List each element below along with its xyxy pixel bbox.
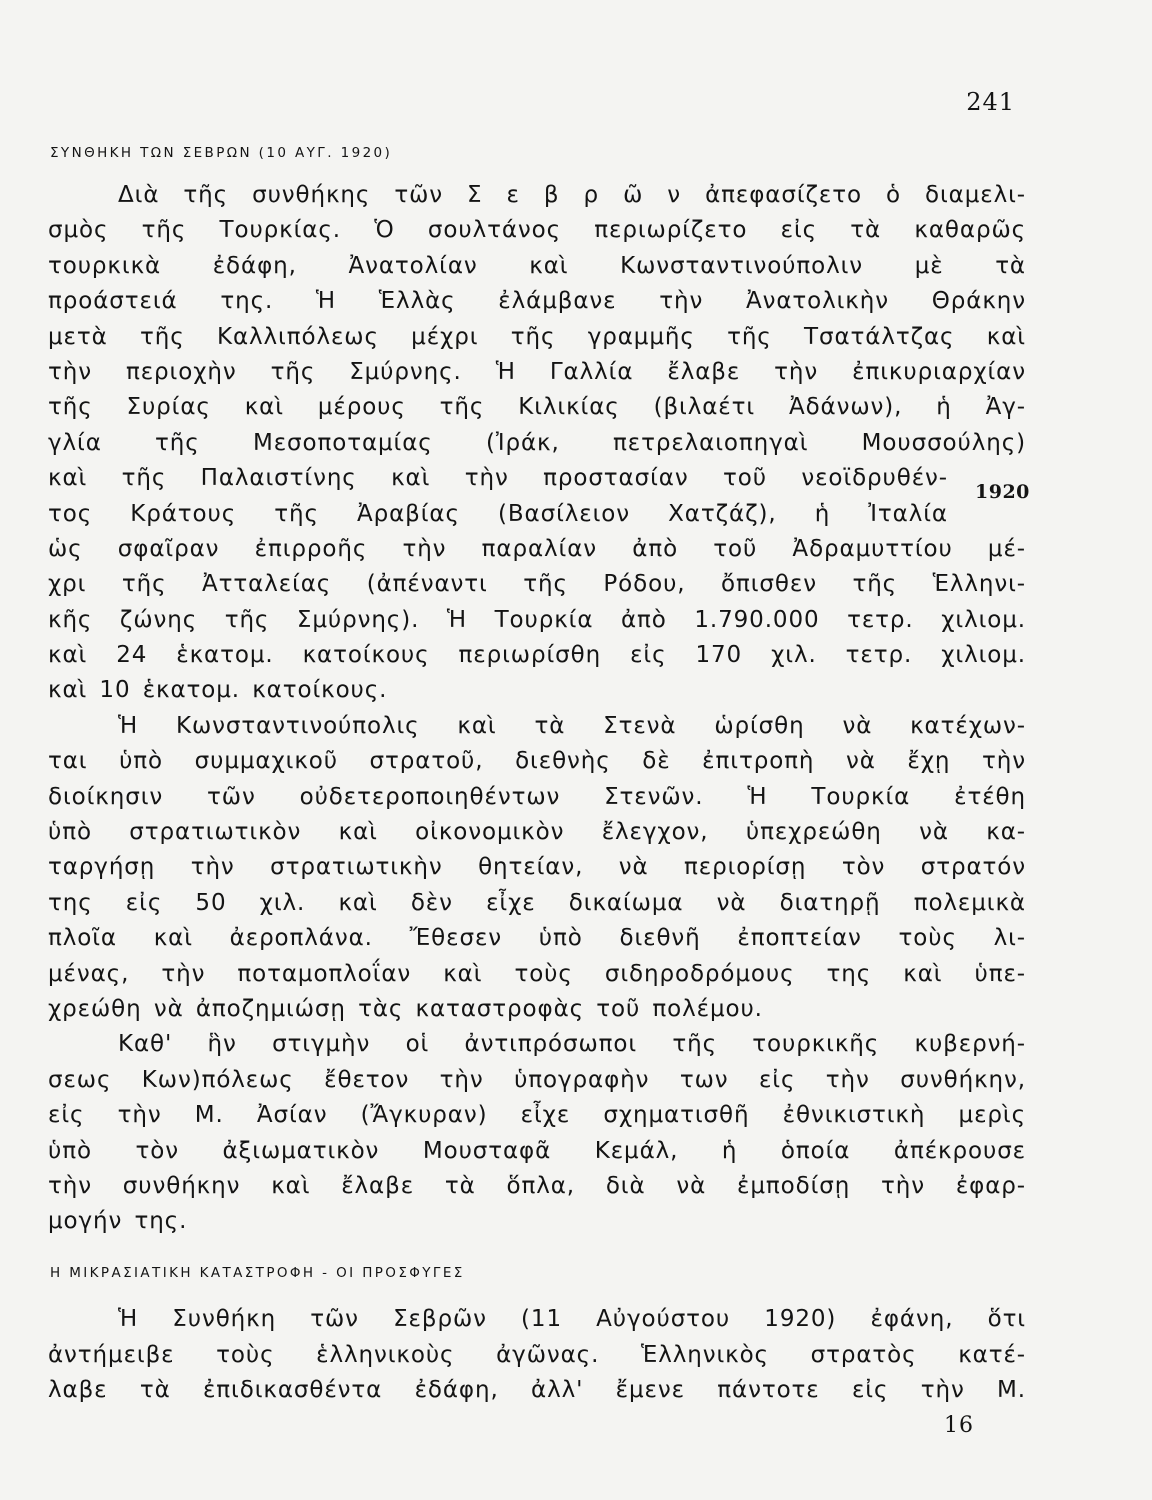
text-line: σμὸς τῆς Τουρκίας. Ὁ σουλτάνος περιωρίζετο εἰς τὰ καθαρῶς — [48, 217, 1026, 244]
second-text-block — [48, 1302, 1026, 1409]
section-heading-asia-minor-catastrophe: Η ΜΙΚΡΑΣΙΑΤΙΚΗ ΚΑΤΑΣΤΡΟΦΗ - ΟΙ ΠΡΟΣΦΥΓΕΣ — [50, 1265, 465, 1281]
text-line: Ἡ Συνθήκη τῶν Σεβρῶν (11 Αὐγούστου 1920) ἐφάνη, ὅτι — [118, 1306, 1026, 1332]
text-line: τὴν συνθήκην καὶ ἔλαβε τὰ ὅπλα, διὰ νὰ ἐμποδίσῃ τὴν ἐφαρ- — [48, 1172, 1026, 1199]
text-line: της εἰς 50 χιλ. καὶ δὲν εἶχε δικαίωμα νὰ διατηρῇ πολεμικὰ — [48, 889, 1026, 916]
text-line: χρεώθη νὰ ἀποζημιώσῃ τὰς καταστροφὰς τοῦ πολέμου. — [48, 995, 763, 1022]
text-line: ὑπὸ τὸν ἀξιωματικὸν Μουσταφᾶ Κεμάλ, ἡ ὁποία ἀπέκρουσε — [48, 1137, 1026, 1164]
text-line: χρι τῆς Ἀτταλείας (ἀπέναντι τῆς Ρόδου, ὄπισθεν τῆς Ἑλληνι- — [48, 571, 1026, 598]
text-line: μογήν της. — [48, 1208, 188, 1235]
text-line: ἀντήμειβε τοὺς ἑλληνικοὺς ἀγῶνας. Ἑλληνικὸς στρατὸς κατέ- — [48, 1341, 1026, 1368]
paragraph — [48, 709, 1026, 1028]
text-line: λαβε τὰ ἐπιδικασθέντα ἐδάφη, ἀλλ' ἔμενε πάντοτε εἰς τὴν Μ. — [48, 1377, 1026, 1403]
text-line: σεως Κων)πόλεως ἔθετον τὴν ὑπογραφὴν των εἰς τὴν συνθήκην, — [48, 1066, 1026, 1093]
text-line: Ἡ Κωνσταντινούπολις καὶ τὰ Στενὰ ὡρίσθη νὰ κατέχων- — [118, 712, 1026, 739]
text-line: Διὰ τῆς συνθήκης τῶν Σ ε β ρ ῶ ν ἀπεφασίζετο ὁ διαμελι- — [118, 182, 1026, 208]
margin-year-note: 1920 — [975, 481, 1030, 503]
section-heading-treaty-of-sevres: ΣΥΝΘΗΚΗ ΤΩΝ ΣΕΒΡΩΝ (10 ΑΥΓ. 1920) — [50, 145, 393, 161]
text-line: πλοῖα καὶ ἀεροπλάνα. Ἔθεσεν ὑπὸ διεθνῆ ἐποπτείαν τοὺς λι- — [48, 925, 1026, 952]
text-line: κῆς ζώνης τῆς Σμύρνης). Ἡ Τουρκία ἀπὸ 1.790.000 τετρ. χιλιομ. — [48, 606, 1026, 633]
text-line: καὶ τῆς Παλαιστίνης καὶ τὴν προστασίαν τοῦ νεοϊδρυθέν- — [48, 465, 948, 492]
text-line: ὡς σφαῖραν ἐπιρροῆς τὴν παραλίαν ἀπὸ τοῦ Ἀδραμυττίου μέ- — [48, 535, 1026, 562]
paragraph — [48, 1302, 1026, 1409]
text-line: τος Κράτους τῆς Ἀραβίας (Βασίλειον Χατζάζ), ἡ Ἰταλία — [48, 500, 948, 527]
text-line: καὶ 24 ἑκατομ. κατοίκους περιωρίσθη εἰς 170 χιλ. τετρ. χιλιομ. — [48, 642, 1026, 669]
text-line: μετὰ τῆς Καλλιπόλεως μέχρι τῆς γραμμῆς τῆς Τσατάλτζας καὶ — [48, 323, 1026, 350]
text-line: τουρκικὰ ἐδάφη, Ἀνατολίαν καὶ Κωνσταντινούπολιν μὲ τὰ — [48, 252, 1026, 279]
text-line: Καθ' ἣν στιγμὴν οἱ ἀντιπρόσωποι τῆς τουρκικῆς κυβερνή- — [118, 1031, 1026, 1058]
paragraph — [48, 1027, 1026, 1239]
text-line: γλία τῆς Μεσοποταμίας (Ἰράκ, πετρελαιοπηγαὶ Μουσσούλης) — [48, 429, 1026, 456]
text-line: ταργήσῃ τὴν στρατιωτικὴν θητείαν, νὰ περιορίσῃ τὸν στρατόν — [48, 854, 1026, 881]
page-number: 241 — [966, 88, 1015, 116]
text-line: μένας, τὴν ποταμοπλοΐαν καὶ τοὺς σιδηροδρόμους της καὶ ὑπε- — [48, 960, 1026, 987]
text-line: διοίκησιν τῶν οὐδετεροποιηθέντων Στενῶν. Ἡ Τουρκία ἐτέθη — [48, 783, 1026, 810]
text-line: ὑπὸ στρατιωτικὸν καὶ οἰκονομικὸν ἔλεγχον, ὑπεχρεώθη νὰ κα- — [48, 819, 1026, 846]
text-line: ται ὑπὸ συμμαχικοῦ στρατοῦ, διεθνὴς δὲ ἐπιτροπὴ νὰ ἔχῃ τὴν — [48, 748, 1026, 775]
text-line: τὴν περιοχὴν τῆς Σμύρνης. Ἡ Γαλλία ἔλαβε τὴν ἐπικυριαρχίαν — [48, 358, 1026, 385]
text-line: τῆς Συρίας καὶ μέρους τῆς Κιλικίας (βιλαέτι Ἀδάνων), ἡ Ἀγ- — [48, 394, 1026, 421]
main-text-block — [48, 178, 1026, 1240]
paragraph — [48, 178, 1026, 709]
signature-mark: 16 — [944, 1413, 974, 1438]
text-line: καὶ 10 ἑκατομ. κατοίκους. — [48, 677, 388, 704]
text-line: προάστειά της. Ἡ Ἑλλὰς ἐλάμβανε τὴν Ἀνατολικὴν Θράκην — [48, 288, 1026, 315]
text-line: εἰς τὴν Μ. Ἀσίαν (Ἄγκυραν) εἶχε σχηματισθῆ ἐθνικιστικὴ μερὶς — [48, 1102, 1026, 1129]
